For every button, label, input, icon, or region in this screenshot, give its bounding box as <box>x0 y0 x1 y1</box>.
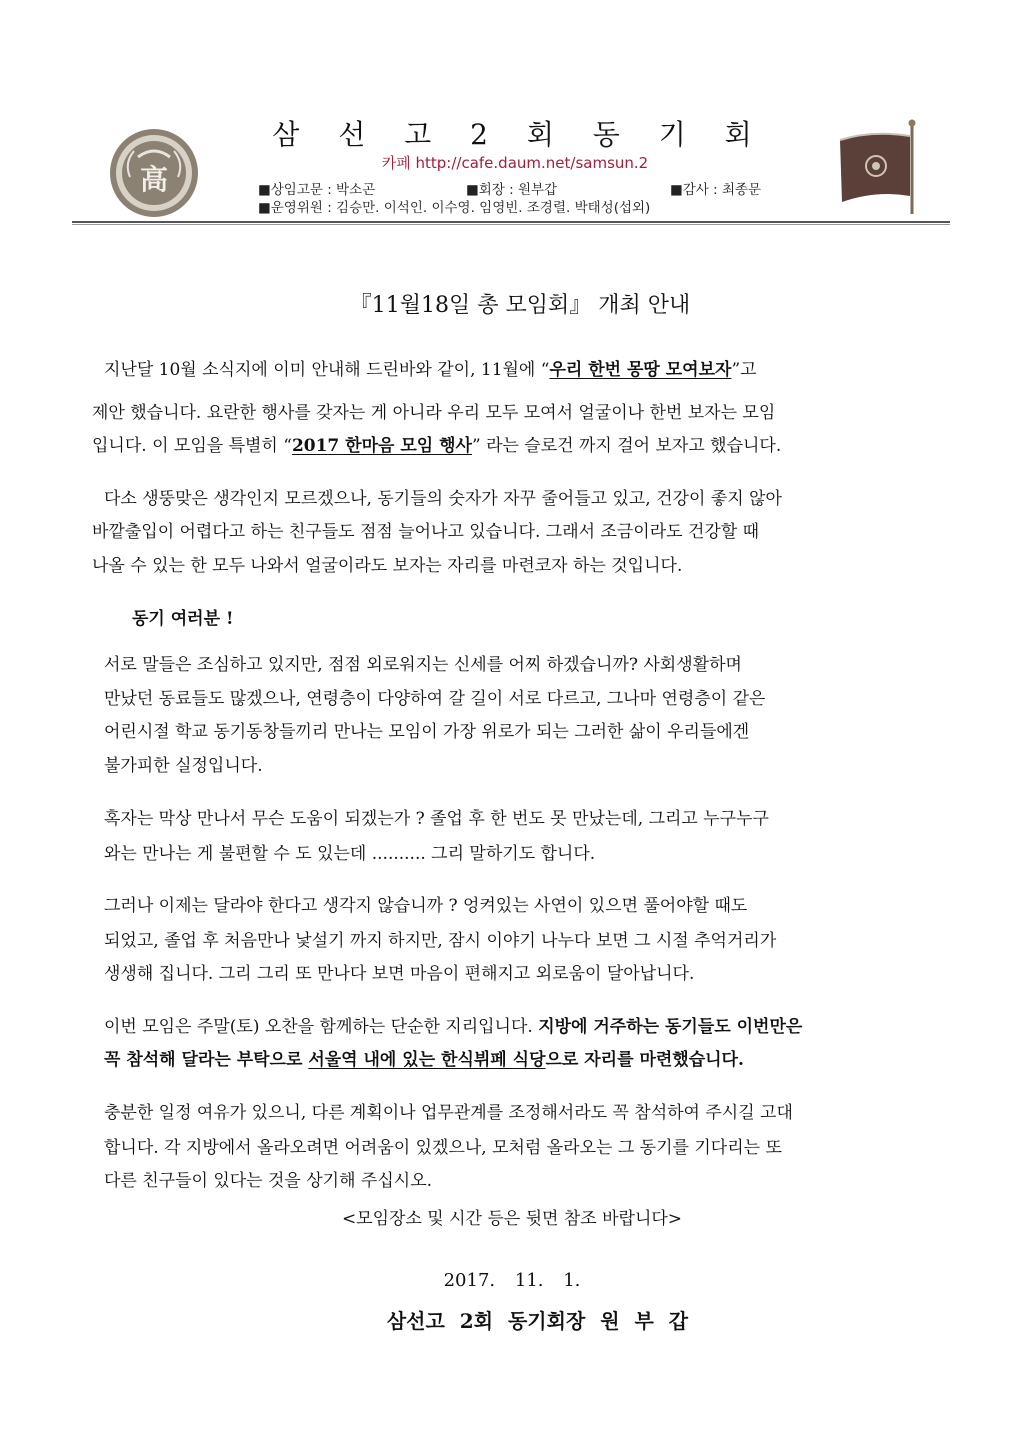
event-name-underline: 2017 한마음 모임 행사 <box>291 436 472 456</box>
p6-line2: 꼭 참석해 달라는 부탁으로 서울역 내에 있는 한식뷔페 식당으로 자리를 마련했습니다. <box>104 1050 744 1070</box>
p3-line4: 불가피한 실정입니다. <box>104 756 263 776</box>
p1-line1: 지난달 10월 소식지에 이미 안내해 드린바와 같이, 11월에 “우리 한번 몽땅 모여보자”고 <box>104 360 757 380</box>
p7-line3: 다른 친구들이 있다는 것을 상기해 주십시오. <box>104 1171 433 1191</box>
venue-notice: <모임장소 및 시간 등은 뒷면 참조 바랍니다> <box>341 1209 683 1229</box>
flag-icon <box>832 118 922 216</box>
bullet-square-icon: ■ <box>258 200 271 216</box>
bullet-square-icon: ■ <box>670 182 683 198</box>
cafe-link[interactable]: 카페 http://cafe.daum.net/samsun.2 <box>381 154 649 172</box>
auditor-text: 감사 : 최종문 <box>682 182 762 198</box>
p6-line1: 이번 모임은 주말(토) 오찬을 함께하는 단순한 지리입니다. 지방에 거주하는 동기들도 이번만은 <box>104 1017 803 1037</box>
p7-line2: 합니다. 각 지방에서 올라오려면 어려움이 있겠으나, 모처럼 올라오는 그 동기를 기다리는 또 <box>104 1138 782 1158</box>
p4-line1: 혹자는 막상 만나서 무슨 도움이 되겠는가 ? 졸업 후 한 번도 못 만났는데, 그리고 누구누구 <box>104 809 769 829</box>
school-emblem-icon <box>108 127 200 219</box>
p5-line3: 생생해 집니다. 그리 그리 또 만나다 보면 마음이 편해지고 외로움이 달아납니다. <box>104 964 695 984</box>
svg-text:高: 高 <box>139 163 169 196</box>
p5-line2: 되었고, 졸업 후 처음만나 낯설기 까지 하지만, 잠시 이야기 나누다 보면 그 시절 추억거리가 <box>104 931 777 951</box>
p4-line2: 와는 만나는 게 불편할 수 도 있는데 .......... 그리 말하기도 합니다. <box>104 844 596 864</box>
p7-line1: 충분한 일정 여유가 있으니, 다른 계획이나 업무관계를 조정해서라도 꼭 참석하여 주시길 고대 <box>104 1103 793 1123</box>
p5-line1: 그러나 이제는 달라야 한다고 생각지 않습니까 ? 엉켜있는 사연이 있으면 풀어야할 때도 <box>104 896 748 916</box>
signature: 삼선고 2회 동기회장 원 부 갑 <box>386 1309 689 1333</box>
p2-line1: 다소 생뚱맞은 생각인지 모르겠으나, 동기들의 숫자가 자꾸 줄어들고 있고, 건강이 좋지 않아 <box>104 489 782 509</box>
bullet-square-icon: ■ <box>258 182 271 198</box>
advisor-text: 상임고문 : 박소곤 <box>270 182 376 198</box>
p2-line2: 바깥출입이 어렵다고 하는 친구들도 점점 늘어나고 있습니다. 그래서 조금이라도 건강할 때 <box>92 522 760 542</box>
staff-auditor <box>670 178 761 198</box>
greeting: 동기 여러분 ! <box>132 609 234 629</box>
document-title: 『11월18일 총 모임회』 개최 안내 <box>349 293 691 318</box>
p3-line2: 만났던 동료들도 많겠으나, 연령층이 다양하여 갈 길이 서로 다르고, 그나마 연령층이 같은 <box>104 689 766 709</box>
staff-advisor <box>258 178 375 198</box>
p1-line3: 입니다. 이 모임을 특별히 “2017 한마음 모임 행사” 라는 슬로건 까지 걸어 보자고 했습니다. <box>92 436 782 456</box>
staff-committee <box>258 196 650 216</box>
committee-text: 운영위원 : 김승만. 이석인. 이수영. 임영빈. 조경렬. 박태성(섭외) <box>270 200 651 216</box>
p2-line3: 나올 수 있는 한 모두 나와서 얼굴이라도 보자는 자리를 마련코자 하는 것입니다. <box>92 556 683 576</box>
staff-president <box>466 178 557 198</box>
bullet-square-icon: ■ <box>466 182 479 198</box>
document-date: 2017. 11. 1. <box>443 1270 581 1291</box>
header-title: 삼 선 고 2 회 동 기 회 <box>272 118 758 151</box>
venue-underline: 서울역 내에 있는 한식뷔페 식당 <box>308 1050 546 1070</box>
president-text: 회장 : 원부갑 <box>478 182 558 198</box>
p3-line3: 어린시절 학교 동기동창들끼리 만나는 모임이 가장 위로가 되는 그러한 삶이 우리들에겐 <box>104 722 750 742</box>
header-divider <box>72 221 950 225</box>
p1-line2: 제안 했습니다. 요란한 행사를 갖자는 게 아니라 우리 모두 모여서 얼굴이나 한번 보자는 모임 <box>92 403 776 423</box>
slogan-underline: 우리 한번 몽땅 모여보자 <box>549 360 732 380</box>
p3-line1: 서로 말들은 조심하고 있지만, 점점 외로워지는 신세를 어찌 하겠습니까? 사회생활하며 <box>104 655 742 675</box>
